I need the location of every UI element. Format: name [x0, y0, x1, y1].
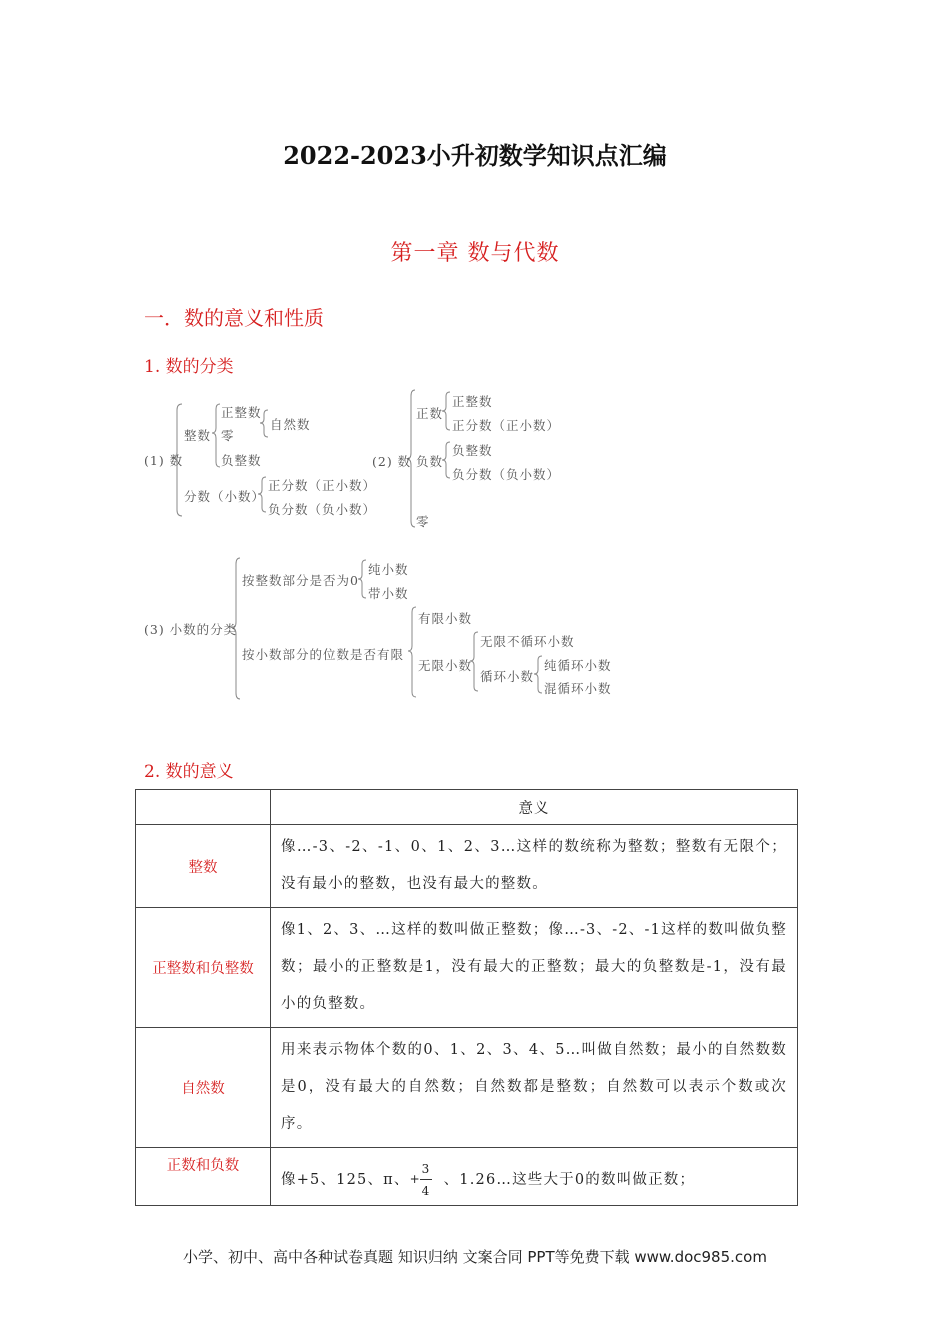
subsection-title-meaning: 2. 数的意义 — [144, 762, 234, 782]
subsection-title-classification: 1. 数的分类 — [144, 357, 234, 377]
tree1-negative-integer: 负整数 — [221, 453, 262, 468]
fraction-sign: + — [409, 1171, 421, 1186]
tree1-positive-fraction: 正分数（正小数） — [268, 478, 377, 493]
tree2-positive-fraction: 正分数（正小数） — [452, 418, 561, 433]
tree2-negative-integer: 负整数 — [452, 443, 493, 458]
tree1-natural-number: 自然数 — [270, 417, 311, 432]
table-header-empty — [136, 790, 271, 825]
tree3-pure-repeating: 纯循环小数 — [544, 658, 612, 673]
tree3-mixed-decimal: 带小数 — [368, 586, 409, 601]
fraction-three-quarters — [410, 1160, 444, 1200]
tree3-finite-decimal: 有限小数 — [418, 611, 473, 626]
tree1-fraction: 分数（小数） — [184, 489, 266, 504]
tree1-root: (1) 数 — [144, 453, 184, 468]
table-header-row — [136, 790, 798, 825]
meaning-cell: 用来表示物体个数的0、1、2、3、4、5…叫做自然数；最小的自然数数是0，没有最大的自然数；自然数都是整数；自然数可以表示个数或次序。 — [271, 1028, 798, 1148]
meaning-text-before-fraction: 像+5、125、π、 — [281, 1171, 410, 1188]
tree3-non-repeating: 无限不循环小数 — [480, 634, 575, 649]
table-header-meaning: 意义 — [271, 790, 798, 825]
tree2-positive-integer: 正整数 — [452, 394, 493, 409]
tree2-negative-fraction: 负分数（负小数） — [452, 467, 561, 482]
tree3-mixed-repeating: 混循环小数 — [544, 681, 612, 696]
term-cell: 整数 — [136, 825, 271, 908]
meaning-text-after-fraction: 、1.26…这些大于0的数叫做正数； — [443, 1171, 696, 1188]
table-row — [136, 1028, 798, 1148]
fraction-numerator: 3 — [421, 1161, 431, 1176]
tree2-positive: 正数 — [416, 406, 444, 421]
tree3-by-integer-part: 按整数部分是否为0 — [242, 573, 359, 588]
table-row — [136, 1148, 798, 1206]
table-row — [136, 908, 798, 1028]
term-cell: 正数和负数 — [136, 1148, 271, 1206]
document-title: 2022-2023小升初数学知识点汇编 — [283, 141, 667, 170]
tree3-pure-decimal: 纯小数 — [368, 562, 409, 577]
tree2-negative: 负数 — [416, 454, 444, 469]
tree3-infinite-decimal: 无限小数 — [418, 658, 473, 673]
table-row — [136, 825, 798, 908]
tree3-root: (3) 小数的分类 — [144, 622, 238, 637]
tree2-zero: 零 — [416, 514, 430, 529]
tree1-positive-integer: 正整数 — [221, 405, 262, 420]
section-title: 一．数的意义和性质 — [144, 306, 324, 330]
meaning-cell: 像1、2、3、…这样的数叫做正整数；像…-3、-2、-1这样的数叫做负整数；最小的正整数是1，没有最大的正整数；最大的负整数是-1，没有最小的负整数。 — [271, 908, 798, 1028]
meaning-table — [135, 789, 798, 1206]
term-cell: 自然数 — [136, 1028, 271, 1148]
tree2-root: (2) 数 — [372, 454, 412, 469]
chapter-title: 第一章 数与代数 — [390, 241, 560, 266]
tree1-zero: 零 — [221, 428, 235, 443]
tree3-by-decimal-digits: 按小数部分的位数是否有限 — [242, 647, 405, 662]
tree3-repeating: 循环小数 — [480, 669, 535, 684]
term-cell: 正整数和负整数 — [136, 908, 271, 1028]
meaning-cell: 像…-3、-2、-1、0、1、2、3…这样的数统称为整数；整数有无限个；没有最小的整数，也没有最大的整数。 — [271, 825, 798, 908]
tree1-negative-fraction: 负分数（负小数） — [268, 502, 377, 517]
page-footer: 小学、初中、高中各种试卷真题 知识归纳 文案合同 PPT等免费下载 www.doc985.com — [183, 1248, 767, 1266]
tree1-integer: 整数 — [184, 428, 212, 443]
meaning-cell — [271, 1148, 798, 1206]
fraction-denominator: 4 — [421, 1183, 431, 1198]
